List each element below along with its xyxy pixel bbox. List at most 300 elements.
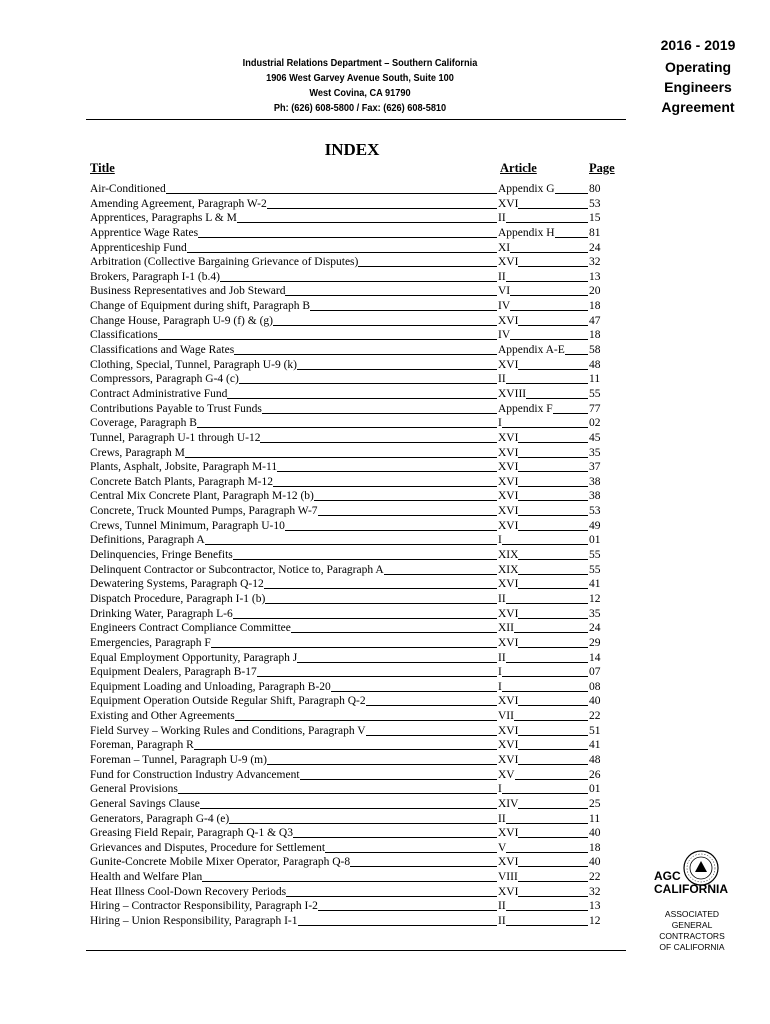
index-row-article-cell <box>498 372 588 387</box>
index-row-article: XVI <box>498 636 519 649</box>
index-row-article-cell <box>498 870 588 885</box>
index-row-article: XVI <box>498 431 519 444</box>
index-row <box>90 694 610 709</box>
index-row-article-cell <box>498 797 588 812</box>
index-row-article: VII <box>498 710 514 723</box>
index-row-page: 40 <box>589 694 603 709</box>
index-row-title: Dewatering Systems, Paragraph Q-12 <box>90 578 264 591</box>
index-row-title-cell <box>90 314 497 329</box>
index-row-article-cell <box>498 607 588 622</box>
index-row-title-cell <box>90 636 497 651</box>
index-row <box>90 533 610 548</box>
index-row-title-cell <box>90 328 497 343</box>
index-row-page: 01 <box>589 782 603 797</box>
index-row-page: 55 <box>589 548 603 563</box>
index-row-title-cell <box>90 284 497 299</box>
index-row-title-cell <box>90 621 497 636</box>
index-row <box>90 299 610 314</box>
index-row-article-cell <box>498 182 588 197</box>
index-row <box>90 738 610 753</box>
index-row <box>90 563 610 578</box>
index-row-article: XVI <box>498 739 519 752</box>
index-row-title-cell <box>90 372 497 387</box>
index-row <box>90 841 610 856</box>
index-row-article-cell <box>498 563 588 578</box>
index-row-article-cell <box>498 533 588 548</box>
index-row-page: 40 <box>589 855 603 870</box>
index-row-article: XIV <box>498 797 519 810</box>
index-row-title: Emergencies, Paragraph F <box>90 636 211 649</box>
index-row-title: Health and Welfare Plan <box>90 871 203 884</box>
index-row-page: 53 <box>589 197 603 212</box>
index-row-article: XVI <box>498 519 519 532</box>
index-row-page: 77 <box>589 402 603 417</box>
index-row-article-cell <box>498 621 588 636</box>
index-row-page: 53 <box>589 504 603 519</box>
index-row-title-cell <box>90 651 497 666</box>
index-row-page: 12 <box>589 914 603 929</box>
index-row-page: 45 <box>589 431 603 446</box>
index-row-article-cell <box>498 270 588 285</box>
index-row <box>90 460 610 475</box>
index-row-title-cell <box>90 694 497 709</box>
index-row-article-cell <box>498 475 588 490</box>
index-row <box>90 372 610 387</box>
index-row <box>90 724 610 739</box>
footer-divider <box>86 950 626 951</box>
index-row-title: Change House, Paragraph U-9 (f) & (g) <box>90 314 273 327</box>
index-row-title-cell <box>90 855 497 870</box>
index-row-page: 14 <box>589 651 603 666</box>
index-row-page: 18 <box>589 328 603 343</box>
index-row-title: Change of Equipment during shift, Paragraph B <box>90 300 311 313</box>
index-row-article: II <box>498 900 506 913</box>
index-row-article-cell <box>498 226 588 241</box>
index-row-article: II <box>498 270 506 283</box>
index-row-article: IV <box>498 329 511 342</box>
index-row-article: II <box>498 592 506 605</box>
index-row-page: 24 <box>589 241 603 256</box>
agc-tagline-line: ASSOCIATED <box>664 909 720 919</box>
index-row <box>90 270 610 285</box>
index-row-page: 15 <box>589 211 603 226</box>
index-row-page: 81 <box>589 226 603 241</box>
index-row-title: General Savings Clause <box>90 797 200 810</box>
index-row-page: 22 <box>589 870 603 885</box>
index-row-title-cell <box>90 577 497 592</box>
index-row-article-cell <box>498 328 588 343</box>
index-row-title-cell <box>90 446 497 461</box>
index-row-title-cell <box>90 709 497 724</box>
index-row-title: Delinquencies, Fringe Benefits <box>90 549 233 562</box>
index-row <box>90 241 610 256</box>
index-row-article: XVI <box>498 490 519 503</box>
index-row-page: 22 <box>589 709 603 724</box>
index-row-title-cell <box>90 270 497 285</box>
index-row-article-cell <box>498 446 588 461</box>
index-row-title: Dispatch Procedure, Paragraph I-1 (b) <box>90 592 266 605</box>
index-row-title: Air-Conditioned <box>90 183 166 195</box>
index-row-article-cell <box>498 431 588 446</box>
index-row <box>90 812 610 827</box>
index-row <box>90 182 610 197</box>
index-row-title: Brokers, Paragraph I-1 (b.4) <box>90 270 220 283</box>
index-row-article-cell <box>498 387 588 402</box>
index-row-title-cell <box>90 914 497 929</box>
index-row-article-cell <box>498 680 588 695</box>
index-row-article: Appendix A-E <box>498 344 565 357</box>
index-row-article-cell <box>498 592 588 607</box>
index-row-article: XVI <box>498 885 519 898</box>
index-row-page: 41 <box>589 738 603 753</box>
index-row-article-cell <box>498 402 588 417</box>
index-row-title: Arbitration (Collective Bargaining Grievance of Disputes) <box>90 256 359 269</box>
index-row <box>90 402 610 417</box>
index-row-article-cell <box>498 416 588 431</box>
index-row-article-cell <box>498 211 588 226</box>
index-row-title-cell <box>90 607 497 622</box>
index-row-title-cell <box>90 358 497 373</box>
index-row-article-cell <box>498 724 588 739</box>
index-row-title: Equal Employment Opportunity, Paragraph J <box>90 651 298 664</box>
index-row-title: Classifications and Wage Rates <box>90 344 235 357</box>
index-row-title: Classifications <box>90 329 158 342</box>
index-row-page: 12 <box>589 592 603 607</box>
index-row-title: Apprenticeship Fund <box>90 241 187 254</box>
index-row-article-cell <box>498 548 588 563</box>
index-row-title-cell <box>90 402 497 417</box>
index-row-article-cell <box>498 738 588 753</box>
index-row-title: Amending Agreement, Paragraph W-2 <box>90 197 267 210</box>
index-row-article-cell <box>498 768 588 783</box>
column-header-article: Article <box>500 161 537 175</box>
index-row <box>90 519 610 534</box>
agc-tagline-line: GENERAL <box>671 920 713 930</box>
index-row <box>90 899 610 914</box>
index-row-article: XI <box>498 241 511 254</box>
index-row-title: General Provisions <box>90 783 178 796</box>
index-row-article-cell <box>498 460 588 475</box>
index-row-article-cell <box>498 489 588 504</box>
index-row-page: 35 <box>589 607 603 622</box>
index-row <box>90 387 610 402</box>
phone-fax: Ph: (626) 608-5800 / Fax: (626) 608-5810 <box>273 103 447 114</box>
agreement-years: 2016 - 2019 <box>660 37 736 53</box>
index-row-article: VI <box>498 285 511 298</box>
index-row-article-cell <box>498 358 588 373</box>
index-row-article-cell <box>498 855 588 870</box>
index-row-article: XII <box>498 622 514 635</box>
index-row <box>90 855 610 870</box>
column-header-title: Title <box>90 161 115 175</box>
index-row-title: Apprentices, Paragraphs L & M <box>90 212 237 225</box>
index-row <box>90 768 610 783</box>
index-row-article-cell <box>498 299 588 314</box>
index-row-page: 38 <box>589 489 603 504</box>
index-row-title-cell <box>90 665 497 680</box>
index-row <box>90 431 610 446</box>
agreement-title-line: Agreement <box>661 99 735 115</box>
index-row <box>90 651 610 666</box>
street-address: 1906 West Garvey Avenue South, Suite 100 <box>266 73 454 84</box>
index-row-article-cell <box>498 694 588 709</box>
index-row-page: 11 <box>589 372 603 387</box>
index-row-title: Contributions Payable to Trust Funds <box>90 402 262 415</box>
index-row-page: 37 <box>589 460 603 475</box>
index-row-page: 80 <box>589 182 603 197</box>
index-row-article-cell <box>498 753 588 768</box>
index-row-page: 01 <box>589 533 603 548</box>
index-row-page: 18 <box>589 841 603 856</box>
index-row-article-cell <box>498 519 588 534</box>
index-row <box>90 782 610 797</box>
index-row <box>90 446 610 461</box>
index-row-page: 26 <box>589 768 603 783</box>
index-row-article: I <box>498 417 502 430</box>
index-row-title-cell <box>90 899 497 914</box>
index-row-title-cell <box>90 299 497 314</box>
index-row <box>90 797 610 812</box>
city-state-zip: West Covina, CA 91790 <box>309 88 411 99</box>
index-row-page: 48 <box>589 358 603 373</box>
index-row-article: V <box>498 841 507 854</box>
index-row-title: Crews, Tunnel Minimum, Paragraph U-10 <box>90 519 285 532</box>
index-row-title-cell <box>90 431 497 446</box>
index-row-title-cell <box>90 870 497 885</box>
index-row-article: XVIII <box>498 387 527 400</box>
agc-tagline <box>646 909 738 953</box>
index-row-article: II <box>498 915 506 928</box>
index-row-title-cell <box>90 563 497 578</box>
index-row-page: 32 <box>589 885 603 900</box>
index-row-page: 07 <box>589 665 603 680</box>
index-row-article: I <box>498 666 502 679</box>
index-row-page: 41 <box>589 577 603 592</box>
index-row-article: XVI <box>498 314 519 327</box>
index-row <box>90 914 610 929</box>
index-row-title-cell <box>90 724 497 739</box>
agc-wordmark <box>654 870 734 896</box>
index-row-article-cell <box>498 241 588 256</box>
index-row <box>90 548 610 563</box>
index-heading: INDEX <box>324 140 380 159</box>
index-row-page: 20 <box>589 284 603 299</box>
index-row-title: Apprentice Wage Rates <box>90 226 199 239</box>
index-row <box>90 504 610 519</box>
index-row-article: I <box>498 680 502 693</box>
index-row <box>90 197 610 212</box>
index-row-title-cell <box>90 753 497 768</box>
index-row-article-cell <box>498 255 588 270</box>
index-row-article: Appendix G <box>498 183 555 195</box>
index-row-article-cell <box>498 782 588 797</box>
index-row-article-cell <box>498 665 588 680</box>
index-row-page: 13 <box>589 899 603 914</box>
index-row-title-cell <box>90 812 497 827</box>
index-row <box>90 328 610 343</box>
agc-acronym: AGC <box>654 869 681 883</box>
index-row-article: Appendix H <box>498 226 555 239</box>
index-row-article: XVI <box>498 358 519 371</box>
index-row <box>90 753 610 768</box>
index-row-article: XVI <box>498 446 519 459</box>
index-row-page: 08 <box>589 680 603 695</box>
index-row-page: 55 <box>589 387 603 402</box>
index-row-title: Foreman, Paragraph R <box>90 739 194 752</box>
index-row-title: Crews, Paragraph M <box>90 446 185 459</box>
index-row-page: 13 <box>589 270 603 285</box>
index-row-article-cell <box>498 841 588 856</box>
index-row-title-cell <box>90 738 497 753</box>
index-row-article-cell <box>498 899 588 914</box>
index-row <box>90 211 610 226</box>
index-row <box>90 826 610 841</box>
index-row-article: XVI <box>498 856 519 869</box>
index-row-title-cell <box>90 885 497 900</box>
index-row-page: 48 <box>589 753 603 768</box>
header-divider <box>86 119 626 120</box>
index-row-title-cell <box>90 197 497 212</box>
index-row-title-cell <box>90 387 497 402</box>
index-row-page: 35 <box>589 446 603 461</box>
index-row-title: Clothing, Special, Tunnel, Paragraph U-9 (k) <box>90 358 297 371</box>
agreement-title <box>628 57 768 117</box>
index-row-article: IV <box>498 300 511 313</box>
index-row-page: 02 <box>589 416 603 431</box>
index-row-article: XVI <box>498 607 519 620</box>
index-row-title-cell <box>90 343 497 358</box>
index-row <box>90 709 610 724</box>
index-row-article: XVI <box>498 197 519 210</box>
agc-tagline-line: CONTRACTORS <box>659 931 725 941</box>
index-row-page: 49 <box>589 519 603 534</box>
index-row-page: 29 <box>589 636 603 651</box>
agreement-title-line: Engineers <box>664 79 732 95</box>
index-row-article: I <box>498 534 502 547</box>
index-row-article: XVI <box>498 753 519 766</box>
index-row-title-cell <box>90 797 497 812</box>
index-row-title-cell <box>90 226 497 241</box>
index-row-page: 25 <box>589 797 603 812</box>
index-row-article-cell <box>498 812 588 827</box>
index-row-article-cell <box>498 826 588 841</box>
index-row-title-cell <box>90 416 497 431</box>
index-row-article: XVI <box>498 724 519 737</box>
index-row-title: Definitions, Paragraph A <box>90 534 205 547</box>
index-row-article: II <box>498 812 506 825</box>
agreement-title-line: Operating <box>664 59 732 75</box>
index-row-title-cell <box>90 782 497 797</box>
index-row-article-cell <box>498 709 588 724</box>
index-row-title: Contract Administrative Fund <box>90 387 228 400</box>
index-row-title-cell <box>90 255 497 270</box>
index-row-article: XVI <box>498 505 519 518</box>
index-row-title: Drinking Water, Paragraph L-6 <box>90 607 233 620</box>
department-address-block <box>213 56 507 116</box>
index-row <box>90 592 610 607</box>
index-row-title: Gunite-Concrete Mobile Mixer Operator, Paragraph Q-8 <box>90 856 351 869</box>
agc-state: CALIFORNIA <box>654 882 728 896</box>
index-row-title: Heat Illness Cool-Down Recovery Periods <box>90 885 287 898</box>
index-row-title-cell <box>90 489 497 504</box>
index-row-title: Equipment Loading and Unloading, Paragraph B-20 <box>90 680 331 693</box>
index-row <box>90 680 610 695</box>
index-row <box>90 885 610 900</box>
index-row-article: XVI <box>498 695 519 708</box>
index-row-title-cell <box>90 592 497 607</box>
index-row-title: Concrete Batch Plants, Paragraph M-12 <box>90 475 273 488</box>
index-row-article-cell <box>498 314 588 329</box>
index-row-title: Plants, Asphalt, Jobsite, Paragraph M-11 <box>90 461 278 474</box>
index-row-title: Foreman – Tunnel, Paragraph U-9 (m) <box>90 753 267 766</box>
index-row-article: XVI <box>498 256 519 269</box>
index-row <box>90 665 610 680</box>
index-row <box>90 607 610 622</box>
index-row-title: Coverage, Paragraph B <box>90 417 197 430</box>
index-row <box>90 343 610 358</box>
index-row-article: I <box>498 783 502 796</box>
index-row-title-cell <box>90 241 497 256</box>
index-row <box>90 475 610 490</box>
index-row-article: II <box>498 212 506 225</box>
index-row-article: XVI <box>498 475 519 488</box>
index-row-article: XVI <box>498 578 519 591</box>
index-row-page: 11 <box>589 812 603 827</box>
index-row <box>90 284 610 299</box>
index-row-title: Compressors, Paragraph G-4 (c) <box>90 373 239 386</box>
index-row-title: Existing and Other Agreements <box>90 710 235 723</box>
index-row-title-cell <box>90 460 497 475</box>
index-row-title: Greasing Field Repair, Paragraph Q-1 & Q3 <box>90 827 293 840</box>
index-row-title-cell <box>90 841 497 856</box>
index-row-page: 32 <box>589 255 603 270</box>
index-row <box>90 870 610 885</box>
index-entries <box>90 182 610 929</box>
index-row-article: XV <box>498 768 515 781</box>
index-row <box>90 416 610 431</box>
index-row-article-cell <box>498 885 588 900</box>
index-row-page: 24 <box>589 621 603 636</box>
index-row-title: Tunnel, Paragraph U-1 through U-12 <box>90 431 261 444</box>
index-row-article: XIX <box>498 563 519 576</box>
index-row-page: 47 <box>589 314 603 329</box>
index-row <box>90 489 610 504</box>
index-row-title: Grievances and Disputes, Procedure for Settlement <box>90 841 326 854</box>
index-row-title-cell <box>90 826 497 841</box>
index-row-title: Central Mix Concrete Plant, Paragraph M-12 (b) <box>90 490 314 503</box>
index-row-article: XVI <box>498 827 519 840</box>
index-row <box>90 636 610 651</box>
index-row-article-cell <box>498 197 588 212</box>
index-row-title: Business Representatives and Job Steward <box>90 285 286 298</box>
index-row-title-cell <box>90 680 497 695</box>
column-header-page: Page <box>589 161 615 175</box>
index-row-page: 55 <box>589 563 603 578</box>
index-row <box>90 226 610 241</box>
index-row-page: 58 <box>589 343 603 358</box>
index-row <box>90 577 610 592</box>
index-row <box>90 621 610 636</box>
index-row <box>90 255 610 270</box>
index-row-article: VIII <box>498 871 518 884</box>
index-row-article-cell <box>498 636 588 651</box>
index-row-title: Engineers Contract Compliance Committee <box>90 622 291 635</box>
index-row-title: Equipment Dealers, Paragraph B-17 <box>90 666 257 679</box>
department-name: Industrial Relations Department – Southern California <box>242 58 478 69</box>
index-row-page: 38 <box>589 475 603 490</box>
index-row-title: Generators, Paragraph G-4 (e) <box>90 812 230 825</box>
index-row-article: XIX <box>498 549 519 562</box>
